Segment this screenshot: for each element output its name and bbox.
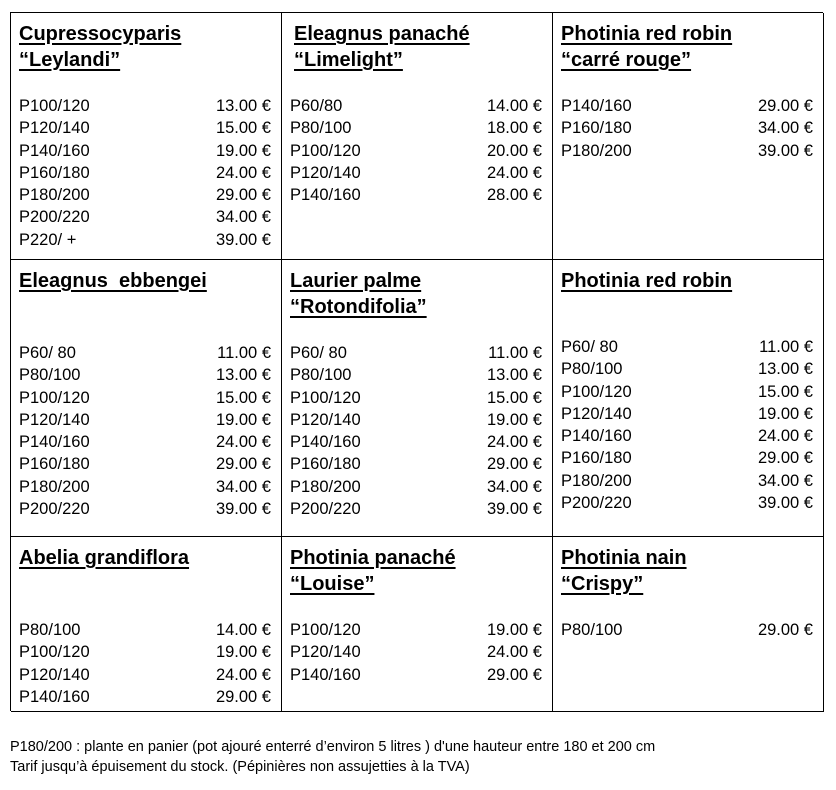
price-row <box>290 140 542 162</box>
pot-size: P100/120 <box>290 621 361 639</box>
pot-size: P100/120 <box>290 388 361 407</box>
pot-size: P120/140 <box>561 404 632 423</box>
price: 13.00 € <box>215 97 271 115</box>
price-row <box>19 619 271 641</box>
pot-size: P120/140 <box>290 643 361 662</box>
plant-name: Eleagnus ebbengei <box>19 270 207 292</box>
plant-title <box>19 545 271 597</box>
pot-size: P80/100 <box>290 366 352 385</box>
price-row <box>561 425 813 447</box>
price: 34.00 € <box>757 119 813 138</box>
price-row <box>561 619 813 641</box>
pot-size: P80/100 <box>290 119 352 138</box>
price-list-grid <box>10 12 823 711</box>
price: 19.00 € <box>215 643 271 662</box>
pot-size: P80/100 <box>19 621 81 639</box>
plant-name: Photinia red robin <box>561 23 733 45</box>
price-row <box>19 364 271 386</box>
price-row <box>561 381 813 403</box>
pot-size: P60/ 80 <box>290 344 347 362</box>
plant-name: Eleagnus panaché <box>294 23 470 45</box>
price-row <box>290 95 542 117</box>
pot-size: P140/160 <box>290 186 361 205</box>
price-row <box>290 664 542 686</box>
price: 24.00 € <box>486 163 542 182</box>
price-row <box>19 664 271 686</box>
price-row <box>19 498 271 520</box>
footer-note-tariff: Tarif jusqu’à épuisement du stock. (Pépinières non assujetties à la TVA) <box>10 759 470 775</box>
price-row <box>19 686 271 708</box>
plant-variety: “carré rouge” <box>561 49 692 71</box>
price-list <box>561 619 813 641</box>
price-row <box>19 431 271 453</box>
pot-size: P100/120 <box>19 388 90 407</box>
price: 18.00 € <box>486 119 542 138</box>
price-row <box>290 184 542 206</box>
pot-size: P60/ 80 <box>561 338 618 356</box>
price: 24.00 € <box>215 665 271 684</box>
plant-title <box>561 268 813 314</box>
price: 29.00 € <box>215 455 271 474</box>
price-row <box>561 117 813 139</box>
footer-note-basket: P180/200 : plante en panier (pot ajouré enterré d’environ 5 litres ) d'une hauteur entre 180 et 200 cm <box>10 739 656 755</box>
price: 19.00 € <box>215 410 271 429</box>
price: 29.00 € <box>486 665 542 684</box>
pot-size: P160/180 <box>290 455 361 474</box>
plant-title <box>290 545 542 597</box>
price-row <box>19 184 271 206</box>
pot-size: P100/120 <box>19 97 90 115</box>
price: 29.00 € <box>215 687 271 706</box>
price: 15.00 € <box>757 382 813 401</box>
pot-size: P100/120 <box>290 141 361 160</box>
pot-size: P80/100 <box>561 621 623 639</box>
plant-name: Photinia nain <box>561 547 687 569</box>
price-row <box>290 387 542 409</box>
price: 19.00 € <box>215 141 271 160</box>
pot-size: P180/200 <box>19 186 90 205</box>
price-row <box>290 364 542 386</box>
plant-card-laurier-palme <box>282 260 553 537</box>
pot-size: P160/180 <box>19 455 90 474</box>
price-row <box>290 431 542 453</box>
price: 24.00 € <box>486 433 542 452</box>
price-row <box>19 162 271 184</box>
plant-name: Photinia panaché <box>290 547 456 569</box>
plant-name: Photinia red robin <box>561 270 733 292</box>
pot-size: P140/160 <box>290 665 361 684</box>
price-row <box>290 619 542 641</box>
price-row <box>561 336 813 358</box>
pot-size: P120/140 <box>19 410 90 429</box>
pot-size: P140/160 <box>290 433 361 452</box>
plant-name: Cupressocyparis <box>19 23 182 45</box>
price: 11.00 € <box>217 344 271 362</box>
price-row <box>561 358 813 380</box>
pot-size: P140/160 <box>561 427 632 446</box>
price: 19.00 € <box>486 410 542 429</box>
plant-card-abelia-grandiflora <box>11 537 282 712</box>
price-row <box>290 453 542 475</box>
price: 20.00 € <box>486 141 542 160</box>
price: 39.00 € <box>757 494 813 513</box>
price-row <box>561 403 813 425</box>
pot-size: P180/200 <box>19 477 90 496</box>
price-list <box>561 95 813 162</box>
price-row <box>290 498 542 520</box>
pot-size: P140/160 <box>561 97 632 115</box>
price-row <box>561 447 813 469</box>
pot-size: P200/220 <box>290 500 361 519</box>
pot-size: P80/100 <box>561 360 623 379</box>
plant-name: Abelia grandiflora <box>19 547 190 569</box>
price-row <box>290 409 542 431</box>
pot-size: P160/180 <box>561 119 632 138</box>
plant-title <box>561 545 813 597</box>
plant-variety: “Louise” <box>290 573 375 595</box>
pot-size: P120/140 <box>290 410 361 429</box>
plant-card-photinia-carre-rouge <box>553 13 824 260</box>
price: 28.00 € <box>486 186 542 205</box>
plant-card-photinia-crispy <box>553 537 824 712</box>
pot-size: P140/160 <box>19 141 90 160</box>
pot-size: P200/220 <box>19 208 90 227</box>
price-row <box>561 470 813 492</box>
price-list <box>290 619 542 686</box>
price: 24.00 € <box>215 163 271 182</box>
price: 29.00 € <box>757 97 813 115</box>
pot-size: P200/220 <box>19 500 90 519</box>
pot-size: P180/200 <box>561 471 632 490</box>
price-row <box>19 641 271 663</box>
price: 13.00 € <box>757 360 813 379</box>
plant-variety: “Limelight” <box>294 49 403 71</box>
plant-card-photinia-red-robin <box>553 260 824 537</box>
plant-variety: “Leylandi” <box>19 49 121 71</box>
pot-size: P60/80 <box>290 97 343 115</box>
plant-name: Laurier palme <box>290 270 422 292</box>
pot-size: P80/100 <box>19 366 81 385</box>
pot-size: P120/140 <box>290 163 361 182</box>
price: 29.00 € <box>215 186 271 205</box>
price-row <box>290 162 542 184</box>
price: 19.00 € <box>757 404 813 423</box>
pot-size: P180/200 <box>561 141 632 160</box>
price-row <box>290 641 542 663</box>
price: 39.00 € <box>757 141 813 160</box>
price-row <box>19 342 271 364</box>
price: 34.00 € <box>757 471 813 490</box>
plant-title <box>290 268 542 320</box>
pot-size: P120/140 <box>19 119 90 138</box>
plant-variety: “Crispy” <box>561 573 644 595</box>
plant-card-eleagnus-ebbengei <box>11 260 282 537</box>
price: 24.00 € <box>486 643 542 662</box>
price: 13.00 € <box>486 366 542 385</box>
pot-size: P160/180 <box>561 449 632 468</box>
price: 24.00 € <box>757 427 813 446</box>
price: 39.00 € <box>215 500 271 519</box>
plant-title <box>19 268 271 320</box>
plant-title <box>290 21 542 73</box>
price: 19.00 € <box>486 621 542 639</box>
pot-size: P140/160 <box>19 687 90 706</box>
price-list <box>19 342 271 520</box>
plant-title <box>19 21 271 73</box>
price: 29.00 € <box>757 621 813 639</box>
price-row <box>290 476 542 498</box>
plant-card-photinia-louise <box>282 537 553 712</box>
price: 14.00 € <box>486 97 542 115</box>
price-row <box>561 95 813 117</box>
price-row <box>290 117 542 139</box>
price: 15.00 € <box>486 388 542 407</box>
pot-size: P120/140 <box>19 665 90 684</box>
price: 11.00 € <box>759 338 813 356</box>
price: 14.00 € <box>215 621 271 639</box>
plant-variety: “Rotondifolia” <box>290 296 427 318</box>
price-row <box>19 140 271 162</box>
price-row <box>561 492 813 514</box>
price-row <box>19 117 271 139</box>
price: 34.00 € <box>486 477 542 496</box>
pot-size: P160/180 <box>19 163 90 182</box>
price-row <box>561 140 813 162</box>
price: 39.00 € <box>486 500 542 519</box>
price: 11.00 € <box>488 344 542 362</box>
price-row <box>19 453 271 475</box>
price: 15.00 € <box>215 388 271 407</box>
price-row <box>19 229 271 251</box>
pot-size: P200/220 <box>561 494 632 513</box>
price-row <box>19 95 271 117</box>
pot-size: P100/120 <box>19 643 90 662</box>
price-row <box>19 387 271 409</box>
price: 13.00 € <box>215 366 271 385</box>
price: 39.00 € <box>215 230 271 249</box>
price: 29.00 € <box>486 455 542 474</box>
pot-size: P60/ 80 <box>19 344 76 362</box>
price-row <box>290 342 542 364</box>
price-list <box>19 95 271 251</box>
plant-card-cupressocyparis <box>11 13 282 260</box>
price-list <box>290 342 542 520</box>
price-row <box>19 476 271 498</box>
pot-size: P220/ + <box>19 230 77 249</box>
price: 34.00 € <box>215 477 271 496</box>
pot-size: P180/200 <box>290 477 361 496</box>
price: 15.00 € <box>215 119 271 138</box>
price-row <box>19 409 271 431</box>
price-list <box>290 95 542 206</box>
price: 29.00 € <box>757 449 813 468</box>
plant-card-eleagnus-limelight <box>282 13 553 260</box>
price-row <box>19 206 271 228</box>
footer-notes <box>10 737 655 777</box>
plant-title <box>561 21 813 73</box>
price: 24.00 € <box>215 433 271 452</box>
price: 34.00 € <box>215 208 271 227</box>
price-list <box>561 336 813 514</box>
pot-size: P100/120 <box>561 382 632 401</box>
price-list <box>19 619 271 708</box>
pot-size: P140/160 <box>19 433 90 452</box>
